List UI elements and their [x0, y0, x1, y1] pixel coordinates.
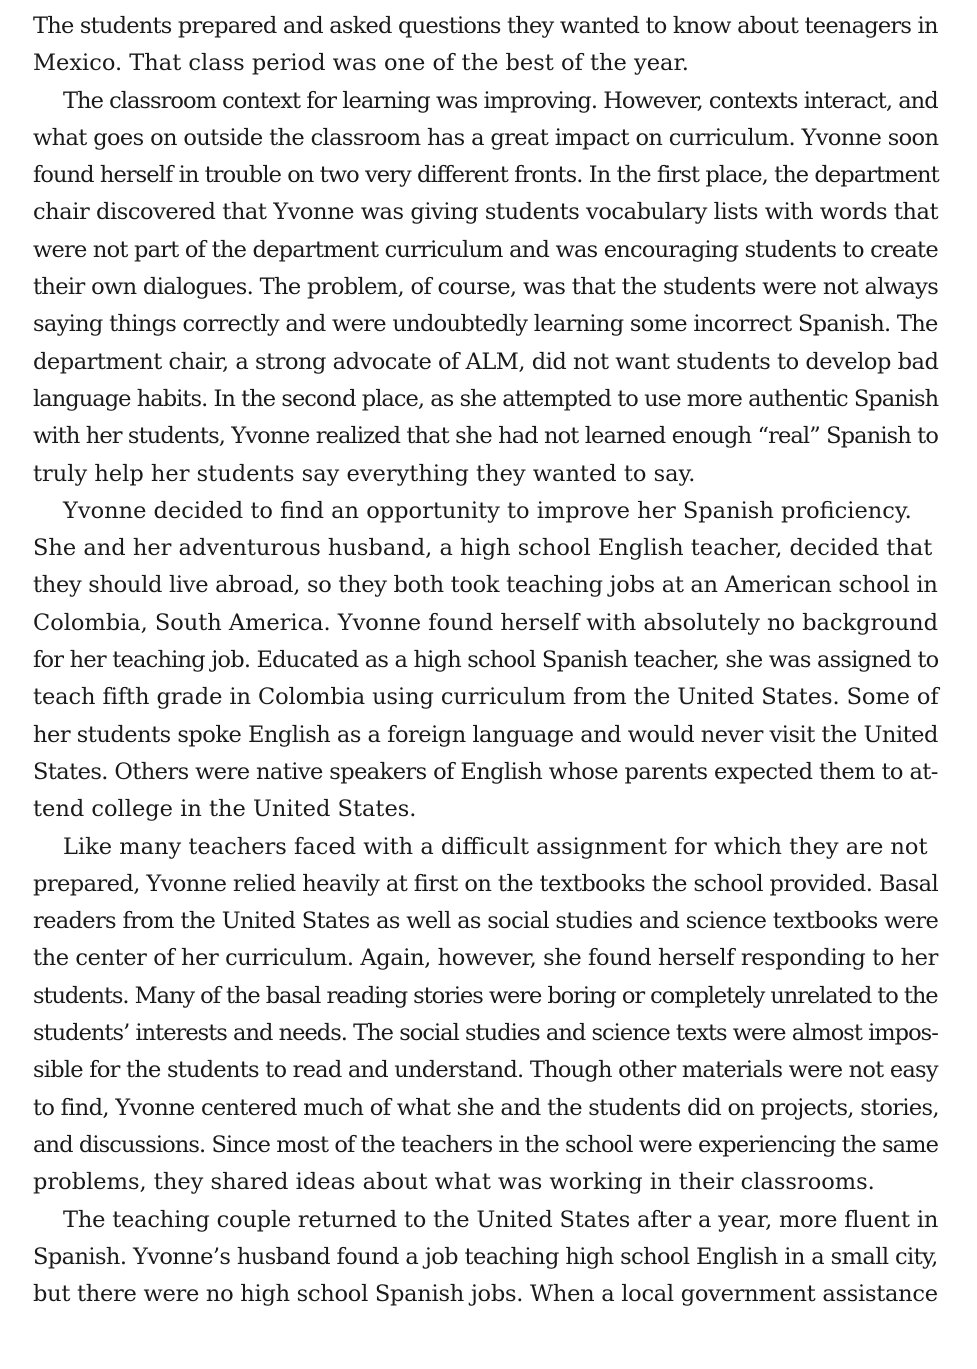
text-line: saying things correctly and were undoubtedly learning some incorrect Spanish. The: [33, 311, 938, 338]
text-line: language habits. In the second place, as she attempted to use more authentic Spanish: [33, 385, 939, 412]
text-line: readers from the United States as well as social studies and science textbooks were: [33, 908, 939, 935]
text-line: what goes on outside the classroom has a great impact on curriculum. Yvonne soon: [33, 124, 939, 151]
paragraph-start-line: Like many teachers faced with a difficult assignment for which they are not: [63, 833, 928, 860]
paragraph-start-line: The teaching couple returned to the United States after a year, more fluent in: [63, 1206, 939, 1233]
text-line: Mexico. That class period was one of the best of the year.: [33, 50, 689, 77]
text-line: students. Many of the basal reading stories were boring or completely unrelated to the: [33, 982, 938, 1009]
text-line: and discussions. Since most of the teachers in the school were experiencing the same: [33, 1131, 938, 1158]
text-line: Spanish. Yvonne’s husband found a job teaching high school English in a small city,: [33, 1243, 938, 1270]
text-line: but there were no high school Spanish jobs. When a local government assistance: [33, 1281, 938, 1308]
paragraph-start-line: The classroom context for learning was improving. However, contexts interact, and: [63, 87, 938, 114]
text-line: prepared, Yvonne relied heavily at first on the textbooks the school provided. Basal: [33, 870, 939, 897]
paragraph-start-line: Yvonne decided to find an opportunity to improve her Spanish proficiency.: [63, 497, 912, 524]
text-line: to find, Yvonne centered much of what she and the students did on projects, stories,: [33, 1094, 939, 1121]
text-line: She and her adventurous husband, a high school English teacher, decided that: [33, 535, 933, 562]
text-line: chair discovered that Yvonne was giving students vocabulary lists with words that: [33, 199, 939, 226]
text-line: found herself in trouble on two very different fronts. In the first place, the department: [33, 162, 939, 189]
text-line: department chair, a strong advocate of ALM, did not want students to develop bad: [33, 348, 939, 375]
text-line: teach fifth grade in Colombia using curriculum from the United States. Some of: [33, 684, 939, 711]
text-line: States. Others were native speakers of English whose parents expected them to at-: [33, 758, 938, 785]
page-body-text: [33, 8, 938, 1313]
text-line: they should live abroad, so they both took teaching jobs at an American school in: [33, 572, 938, 599]
text-line: for her teaching job. Educated as a high school Spanish teacher, she was assigned to: [33, 647, 939, 674]
text-line: tend college in the United States.: [33, 796, 417, 823]
text-line: truly help her students say everything they wanted to say.: [33, 460, 696, 487]
text-line: with her students, Yvonne realized that she had not learned enough “real” Spanish to: [33, 423, 939, 450]
text-line: Colombia, South America. Yvonne found herself with absolutely no background: [33, 609, 939, 636]
text-line: her students spoke English as a foreign language and would never visit the United: [33, 721, 938, 748]
text-line: sible for the students to read and understand. Though other materials were not easy: [33, 1057, 938, 1084]
text-line: The students prepared and asked questions they wanted to know about teenagers in: [33, 13, 938, 39]
text-line: their own dialogues. The problem, of course, was that the students were not always: [33, 274, 939, 301]
text-line: were not part of the department curriculum and was encouraging students to create: [33, 236, 938, 263]
text-line: the center of her curriculum. Again, however, she found herself responding to her: [33, 945, 938, 972]
text-line: problems, they shared ideas about what was working in their classrooms.: [33, 1169, 875, 1196]
text-line: students’ interests and needs. The social studies and science texts were almost impos-: [33, 1020, 938, 1047]
